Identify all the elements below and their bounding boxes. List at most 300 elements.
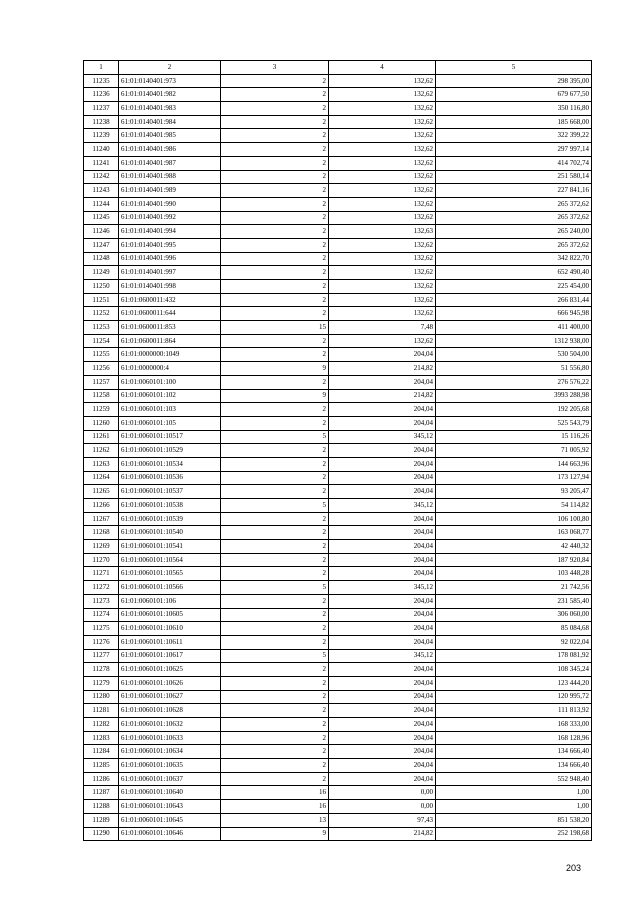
- cadastral-number-cell: 61:01:0060101:10538: [119, 499, 221, 513]
- table-row: [84, 348, 592, 362]
- area-cell: 132,62: [329, 102, 436, 116]
- count-cell: 5: [221, 499, 329, 513]
- count-cell: 5: [221, 430, 329, 444]
- count-cell: 2: [221, 197, 329, 211]
- cadastral-number-cell: 61:01:0060101:10633: [119, 731, 221, 745]
- count-cell: 5: [221, 581, 329, 595]
- count-cell: 2: [221, 375, 329, 389]
- value-cell: 103 448,28: [436, 567, 592, 581]
- cadastral-number-cell: 61:01:0060101:10632: [119, 718, 221, 732]
- area-cell: 214,82: [329, 362, 436, 376]
- cadastral-number-cell: 61:01:0140401:985: [119, 129, 221, 143]
- table-row: [84, 293, 592, 307]
- table-row: [84, 786, 592, 800]
- value-cell: 1,00: [436, 786, 592, 800]
- cadastral-number-cell: 61:01:0060101:106: [119, 594, 221, 608]
- row-number-cell: 11290: [84, 827, 119, 841]
- value-cell: 652 490,40: [436, 266, 592, 280]
- cadastral-number-cell: 61:01:0060101:10564: [119, 553, 221, 567]
- value-cell: 51 556,80: [436, 362, 592, 376]
- value-cell: 185 668,00: [436, 115, 592, 129]
- page-number: 203: [566, 863, 582, 873]
- table-row: [84, 211, 592, 225]
- row-number-cell: 11288: [84, 800, 119, 814]
- count-cell: 2: [221, 731, 329, 745]
- cadastral-number-cell: 61:01:0140401:994: [119, 225, 221, 239]
- count-cell: 2: [221, 225, 329, 239]
- area-cell: 0,00: [329, 786, 436, 800]
- value-cell: 1,00: [436, 800, 592, 814]
- value-cell: 411 400,00: [436, 321, 592, 335]
- area-cell: 204,04: [329, 485, 436, 499]
- value-cell: 71 005,92: [436, 444, 592, 458]
- table-row: [84, 745, 592, 759]
- count-cell: 9: [221, 362, 329, 376]
- table-row: [84, 143, 592, 157]
- row-number-cell: 11271: [84, 567, 119, 581]
- value-cell: 666 945,98: [436, 307, 592, 321]
- row-number-cell: 11272: [84, 581, 119, 595]
- count-cell: 2: [221, 348, 329, 362]
- value-cell: 251 580,14: [436, 170, 592, 184]
- table-row: [84, 813, 592, 827]
- row-number-cell: 11283: [84, 731, 119, 745]
- count-cell: 2: [221, 416, 329, 430]
- cadastral-number-cell: 61:01:0140401:984: [119, 115, 221, 129]
- table-row: [84, 266, 592, 280]
- table-row: [84, 553, 592, 567]
- cadastral-number-cell: 61:01:0600011:864: [119, 334, 221, 348]
- cadastral-number-cell: 61:01:0060101:10628: [119, 704, 221, 718]
- cadastral-number-cell: 61:01:0060101:103: [119, 403, 221, 417]
- table-row: [84, 252, 592, 266]
- value-cell: 21 742,56: [436, 581, 592, 595]
- row-number-cell: 11253: [84, 321, 119, 335]
- area-cell: 132,62: [329, 115, 436, 129]
- count-cell: 2: [221, 676, 329, 690]
- table-row: [84, 184, 592, 198]
- value-cell: 552 948,40: [436, 772, 592, 786]
- table-row: [84, 430, 592, 444]
- area-cell: 204,04: [329, 567, 436, 581]
- cadastral-number-cell: 61:01:0060101:10634: [119, 745, 221, 759]
- value-cell: 1312 938,00: [436, 334, 592, 348]
- row-number-cell: 11289: [84, 813, 119, 827]
- table-row: [84, 731, 592, 745]
- value-cell: 265 372,62: [436, 211, 592, 225]
- count-cell: 5: [221, 649, 329, 663]
- row-number-cell: 11252: [84, 307, 119, 321]
- cadastral-number-cell: 61:01:0060101:10605: [119, 608, 221, 622]
- area-cell: 204,04: [329, 772, 436, 786]
- cadastral-number-cell: 61:01:0060101:10625: [119, 663, 221, 677]
- table-row: [84, 704, 592, 718]
- cadastral-number-cell: 61:01:0140401:986: [119, 143, 221, 157]
- count-cell: 2: [221, 745, 329, 759]
- area-cell: 132,62: [329, 74, 436, 88]
- row-number-cell: 11244: [84, 197, 119, 211]
- area-cell: 345,12: [329, 499, 436, 513]
- table-row: [84, 718, 592, 732]
- table-row: [84, 156, 592, 170]
- area-cell: 204,04: [329, 608, 436, 622]
- count-cell: 2: [221, 608, 329, 622]
- area-cell: 204,04: [329, 759, 436, 773]
- table-row: [84, 471, 592, 485]
- count-cell: 2: [221, 512, 329, 526]
- header-col-2: 2: [119, 61, 221, 75]
- value-cell: 414 702,74: [436, 156, 592, 170]
- table-row: [84, 444, 592, 458]
- header-col-5: 5: [436, 61, 592, 75]
- area-cell: 97,43: [329, 813, 436, 827]
- table-row: [84, 307, 592, 321]
- table-row: [84, 416, 592, 430]
- table-row: [84, 88, 592, 102]
- cadastral-number-cell: 61:01:0140401:990: [119, 197, 221, 211]
- cadastral-number-cell: 61:01:0060101:100: [119, 375, 221, 389]
- row-number-cell: 11246: [84, 225, 119, 239]
- row-number-cell: 11238: [84, 115, 119, 129]
- count-cell: 2: [221, 444, 329, 458]
- row-number-cell: 11254: [84, 334, 119, 348]
- count-cell: 2: [221, 307, 329, 321]
- row-number-cell: 11279: [84, 676, 119, 690]
- row-number-cell: 11277: [84, 649, 119, 663]
- row-number-cell: 11281: [84, 704, 119, 718]
- count-cell: 2: [221, 334, 329, 348]
- row-number-cell: 11235: [84, 74, 119, 88]
- cadastral-number-cell: 61:01:0060101:10610: [119, 622, 221, 636]
- cadastral-number-cell: 61:01:0060101:10635: [119, 759, 221, 773]
- table-row: [84, 663, 592, 677]
- cadastral-number-cell: 61:01:0060101:10534: [119, 457, 221, 471]
- area-cell: 204,04: [329, 457, 436, 471]
- area-cell: 204,04: [329, 553, 436, 567]
- count-cell: 2: [221, 403, 329, 417]
- count-cell: 2: [221, 74, 329, 88]
- value-cell: 227 841,16: [436, 184, 592, 198]
- value-cell: 342 822,70: [436, 252, 592, 266]
- cadastral-number-cell: 61:01:0140401:973: [119, 74, 221, 88]
- area-cell: 204,04: [329, 676, 436, 690]
- count-cell: 2: [221, 170, 329, 184]
- table-row: [84, 759, 592, 773]
- cadastral-number-cell: 61:01:0060101:10517: [119, 430, 221, 444]
- count-cell: 15: [221, 321, 329, 335]
- cadastral-number-cell: 61:01:0140401:992: [119, 211, 221, 225]
- count-cell: 9: [221, 827, 329, 841]
- area-cell: 214,82: [329, 389, 436, 403]
- table-row: [84, 334, 592, 348]
- value-cell: 252 198,68: [436, 827, 592, 841]
- cadastral-number-cell: 61:01:0060101:10637: [119, 772, 221, 786]
- area-cell: 132,62: [329, 156, 436, 170]
- value-cell: 42 440,32: [436, 540, 592, 554]
- area-cell: 204,04: [329, 540, 436, 554]
- row-number-cell: 11249: [84, 266, 119, 280]
- table-row: [84, 594, 592, 608]
- value-cell: 306 060,00: [436, 608, 592, 622]
- area-cell: 204,04: [329, 704, 436, 718]
- value-cell: 144 663,96: [436, 457, 592, 471]
- count-cell: 2: [221, 129, 329, 143]
- table-row: [84, 690, 592, 704]
- table-row: [84, 129, 592, 143]
- cadastral-number-cell: 61:01:0060101:10540: [119, 526, 221, 540]
- count-cell: 13: [221, 813, 329, 827]
- count-cell: 2: [221, 635, 329, 649]
- count-cell: 2: [221, 485, 329, 499]
- row-number-cell: 11286: [84, 772, 119, 786]
- area-cell: 132,62: [329, 211, 436, 225]
- table-row: [84, 115, 592, 129]
- area-cell: 345,12: [329, 430, 436, 444]
- row-number-cell: 11245: [84, 211, 119, 225]
- count-cell: 2: [221, 293, 329, 307]
- area-cell: 204,04: [329, 731, 436, 745]
- count-cell: 9: [221, 389, 329, 403]
- cadastral-number-cell: 61:01:0060101:10626: [119, 676, 221, 690]
- row-number-cell: 11268: [84, 526, 119, 540]
- row-number-cell: 11261: [84, 430, 119, 444]
- table-body: [84, 74, 592, 841]
- table-row: [84, 512, 592, 526]
- count-cell: 2: [221, 156, 329, 170]
- area-cell: 204,04: [329, 745, 436, 759]
- value-cell: 120 995,72: [436, 690, 592, 704]
- area-cell: 345,12: [329, 649, 436, 663]
- table-row: [84, 772, 592, 786]
- count-cell: 2: [221, 540, 329, 554]
- area-cell: 132,62: [329, 280, 436, 294]
- table-row: [84, 608, 592, 622]
- value-cell: 168 333,00: [436, 718, 592, 732]
- count-cell: 2: [221, 102, 329, 116]
- cadastral-number-cell: 61:01:0140401:997: [119, 266, 221, 280]
- count-cell: 2: [221, 471, 329, 485]
- row-number-cell: 11259: [84, 403, 119, 417]
- value-cell: 163 068,77: [436, 526, 592, 540]
- header-col-3: 3: [221, 61, 329, 75]
- value-cell: 178 081,92: [436, 649, 592, 663]
- table-row: [84, 74, 592, 88]
- row-number-cell: 11239: [84, 129, 119, 143]
- row-number-cell: 11256: [84, 362, 119, 376]
- cadastral-number-cell: 61:01:0060101:10539: [119, 512, 221, 526]
- row-number-cell: 11265: [84, 485, 119, 499]
- value-cell: 106 100,80: [436, 512, 592, 526]
- row-number-cell: 11278: [84, 663, 119, 677]
- area-cell: 204,04: [329, 416, 436, 430]
- row-number-cell: 11250: [84, 280, 119, 294]
- cadastral-number-cell: 61:01:0060101:10646: [119, 827, 221, 841]
- area-cell: 345,12: [329, 581, 436, 595]
- row-number-cell: 11270: [84, 553, 119, 567]
- area-cell: 132,63: [329, 225, 436, 239]
- cadastral-number-cell: 61:01:0140401:995: [119, 238, 221, 252]
- row-number-cell: 11240: [84, 143, 119, 157]
- cadastral-number-cell: 61:01:0600011:853: [119, 321, 221, 335]
- cadastral-number-cell: 61:01:0060101:10565: [119, 567, 221, 581]
- row-number-cell: 11269: [84, 540, 119, 554]
- header-col-1: 1: [84, 61, 119, 75]
- cadastral-number-cell: 61:01:0060101:10643: [119, 800, 221, 814]
- value-cell: 108 345,24: [436, 663, 592, 677]
- table-row: [84, 676, 592, 690]
- table-row: [84, 280, 592, 294]
- area-cell: 204,04: [329, 690, 436, 704]
- row-number-cell: 11284: [84, 745, 119, 759]
- table-row: [84, 197, 592, 211]
- count-cell: 2: [221, 143, 329, 157]
- cadastral-number-cell: 61:01:0600011:644: [119, 307, 221, 321]
- row-number-cell: 11273: [84, 594, 119, 608]
- header-row: [84, 61, 592, 75]
- area-cell: 204,04: [329, 375, 436, 389]
- value-cell: 93 205,47: [436, 485, 592, 499]
- area-cell: 132,62: [329, 129, 436, 143]
- count-cell: 2: [221, 594, 329, 608]
- row-number-cell: 11243: [84, 184, 119, 198]
- row-number-cell: 11262: [84, 444, 119, 458]
- value-cell: 92 022,04: [436, 635, 592, 649]
- value-cell: 168 128,96: [436, 731, 592, 745]
- table-row: [84, 362, 592, 376]
- row-number-cell: 11285: [84, 759, 119, 773]
- row-number-cell: 11274: [84, 608, 119, 622]
- value-cell: 525 543,79: [436, 416, 592, 430]
- cadastral-number-cell: 61:01:0140401:998: [119, 280, 221, 294]
- cadastral-number-cell: 61:01:0060101:10640: [119, 786, 221, 800]
- row-number-cell: 11267: [84, 512, 119, 526]
- count-cell: 2: [221, 280, 329, 294]
- cadastral-number-cell: 61:01:0140401:996: [119, 252, 221, 266]
- count-cell: 2: [221, 184, 329, 198]
- row-number-cell: 11260: [84, 416, 119, 430]
- cadastral-number-cell: 61:01:0140401:988: [119, 170, 221, 184]
- area-cell: 204,04: [329, 403, 436, 417]
- count-cell: 16: [221, 800, 329, 814]
- value-cell: 192 205,68: [436, 403, 592, 417]
- count-cell: 2: [221, 238, 329, 252]
- value-cell: 266 831,44: [436, 293, 592, 307]
- value-cell: 298 395,00: [436, 74, 592, 88]
- value-cell: 265 372,62: [436, 238, 592, 252]
- table-row: [84, 800, 592, 814]
- value-cell: 265 372,62: [436, 197, 592, 211]
- table-row: [84, 567, 592, 581]
- cadastral-number-cell: 61:01:0140401:989: [119, 184, 221, 198]
- table-row: [84, 827, 592, 841]
- value-cell: 187 920,84: [436, 553, 592, 567]
- cadastral-number-cell: 61:01:0600011:432: [119, 293, 221, 307]
- count-cell: 2: [221, 567, 329, 581]
- area-cell: 204,04: [329, 594, 436, 608]
- value-cell: 134 666,40: [436, 745, 592, 759]
- table-row: [84, 389, 592, 403]
- value-cell: 15 116,26: [436, 430, 592, 444]
- cadastral-number-cell: 61:01:0000000:1049: [119, 348, 221, 362]
- cadastral-number-cell: 61:01:0060101:10529: [119, 444, 221, 458]
- row-number-cell: 11242: [84, 170, 119, 184]
- area-cell: 204,04: [329, 444, 436, 458]
- area-cell: 7,48: [329, 321, 436, 335]
- area-cell: 132,62: [329, 307, 436, 321]
- table-row: [84, 321, 592, 335]
- value-cell: 350 116,80: [436, 102, 592, 116]
- table-row: [84, 403, 592, 417]
- count-cell: 2: [221, 266, 329, 280]
- value-cell: 111 813,92: [436, 704, 592, 718]
- area-cell: 132,62: [329, 184, 436, 198]
- count-cell: 2: [221, 690, 329, 704]
- cadastral-number-cell: 61:01:0060101:10536: [119, 471, 221, 485]
- value-cell: 265 240,00: [436, 225, 592, 239]
- table-row: [84, 622, 592, 636]
- row-number-cell: 11287: [84, 786, 119, 800]
- area-cell: 132,62: [329, 238, 436, 252]
- cadastral-number-cell: 61:01:0060101:10541: [119, 540, 221, 554]
- header-col-4: 4: [329, 61, 436, 75]
- cadastral-number-cell: 61:01:0060101:102: [119, 389, 221, 403]
- row-number-cell: 11237: [84, 102, 119, 116]
- area-cell: 0,00: [329, 800, 436, 814]
- value-cell: 530 504,00: [436, 348, 592, 362]
- count-cell: 2: [221, 663, 329, 677]
- cadastral-number-cell: 61:01:0060101:10566: [119, 581, 221, 595]
- count-cell: 2: [221, 211, 329, 225]
- table-row: [84, 649, 592, 663]
- cadastral-number-cell: 61:01:0140401:987: [119, 156, 221, 170]
- value-cell: 297 997,14: [436, 143, 592, 157]
- count-cell: 2: [221, 526, 329, 540]
- area-cell: 204,04: [329, 635, 436, 649]
- row-number-cell: 11280: [84, 690, 119, 704]
- value-cell: 225 454,00: [436, 280, 592, 294]
- area-cell: 132,62: [329, 143, 436, 157]
- cadastral-number-cell: 61:01:0060101:10537: [119, 485, 221, 499]
- area-cell: 204,04: [329, 526, 436, 540]
- cadastral-number-cell: 61:01:0060101:10617: [119, 649, 221, 663]
- area-cell: 132,62: [329, 252, 436, 266]
- area-cell: 204,04: [329, 348, 436, 362]
- row-number-cell: 11258: [84, 389, 119, 403]
- area-cell: 132,62: [329, 293, 436, 307]
- area-cell: 204,04: [329, 663, 436, 677]
- value-cell: 173 127,94: [436, 471, 592, 485]
- area-cell: 132,62: [329, 170, 436, 184]
- table-row: [84, 540, 592, 554]
- row-number-cell: 11276: [84, 635, 119, 649]
- cadastral-number-cell: 61:01:0060101:10645: [119, 813, 221, 827]
- cadastral-number-cell: 61:01:0060101:105: [119, 416, 221, 430]
- count-cell: 2: [221, 252, 329, 266]
- count-cell: 2: [221, 553, 329, 567]
- table-row: [84, 102, 592, 116]
- row-number-cell: 11251: [84, 293, 119, 307]
- count-cell: 2: [221, 718, 329, 732]
- value-cell: 134 666,40: [436, 759, 592, 773]
- value-cell: 54 114,82: [436, 499, 592, 513]
- table-row: [84, 225, 592, 239]
- table-row: [84, 457, 592, 471]
- count-cell: 2: [221, 622, 329, 636]
- row-number-cell: 11236: [84, 88, 119, 102]
- row-number-cell: 11266: [84, 499, 119, 513]
- value-cell: 276 576,22: [436, 375, 592, 389]
- data-table: [83, 60, 592, 841]
